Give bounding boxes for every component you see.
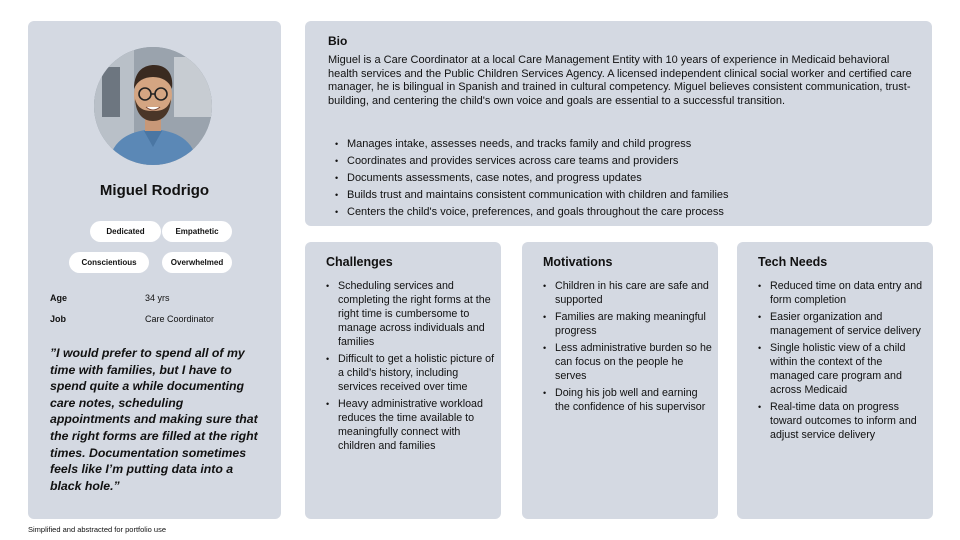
list-item: • Difficult to get a holistic picture of a child’s history, including services received over time — [326, 352, 496, 394]
trait-badge-dedicated: Dedicated — [90, 221, 161, 242]
list-item: • Documents assessments, case notes, and progress updates — [335, 170, 925, 187]
avatar — [94, 47, 212, 165]
list-item: • Coordinates and provides services across care teams and providers — [335, 153, 925, 170]
challenges-card — [305, 242, 501, 519]
bio-list — [335, 136, 925, 221]
age-label: Age — [50, 293, 68, 303]
tech-needs-card — [737, 242, 933, 519]
tech-needs-title: Tech Needs — [758, 255, 828, 269]
list-item: • Centers the child's voice, preferences, and goals throughout the care process — [335, 204, 925, 221]
job-value: Care Coordinator — [145, 314, 215, 324]
challenges-list — [326, 279, 496, 456]
persona-name: Miguel Rodrigo — [99, 182, 210, 199]
list-item: • Builds trust and maintains consistent communication with children and families — [335, 187, 925, 204]
age-value: 34 yrs — [145, 293, 170, 303]
job-label: Job — [50, 314, 67, 324]
list-item: • Scheduling services and completing the right forms at the right time is cumbersome to manage across individuals and families — [326, 279, 496, 349]
list-item: • Doing his job well and earning the confidence of his supervisor — [543, 386, 713, 414]
avatar-image — [94, 47, 212, 165]
bio-title: Bio — [328, 34, 348, 48]
motivations-list — [543, 279, 713, 417]
footnote: Simplified and abstracted for portfolio use — [28, 525, 166, 534]
trait-badge-empathetic: Empathetic — [162, 221, 232, 242]
challenges-title: Challenges — [326, 255, 393, 269]
list-item: • Reduced time on data entry and form completion — [758, 279, 928, 307]
list-item: • Single holistic view of a child within the context of the managed care program and across Medicaid — [758, 341, 928, 397]
list-item: • Real-time data on progress toward outcomes to inform and adjust service delivery — [758, 400, 928, 442]
list-item: • Less administrative burden so he can focus on the people he serves — [543, 341, 713, 383]
motivations-card — [522, 242, 718, 519]
profile-card — [28, 21, 281, 519]
list-item: • Heavy administrative workload reduces the time available to meaningfully connect with children and families — [326, 397, 496, 453]
list-item: • Easier organization and management of service delivery — [758, 310, 928, 338]
persona-quote: ”I would prefer to spend all of my time with families, but I have to spend quite a while documenting care notes, scheduling appointments and making sure that the right forms are filled at the right times. Documentation sometimes feels like I’m putting data into a black hole.” — [50, 346, 258, 493]
trait-badge-overwhelmed: Overwhelmed — [162, 252, 232, 273]
bio-card — [305, 21, 932, 226]
trait-badge-conscientious: Conscientious — [69, 252, 149, 273]
list-item: • Manages intake, assesses needs, and tracks family and child progress — [335, 136, 925, 153]
list-item: • Children in his care are safe and supported — [543, 279, 713, 307]
motivations-title: Motivations — [543, 255, 613, 269]
list-item: • Families are making meaningful progress — [543, 310, 713, 338]
tech-needs-list — [758, 279, 928, 445]
bio-text: Miguel is a Care Coordinator at a local Care Management Entity with 10 years of experience in Medicaid behavioral health services and the Public Children Services Agency. A licensed independent clinical social worker and certified care manager, he is bilingual in Spanish and trained in cultural competency. Miguel believes consistent communication, trust-building, and centering the child's own voice and goals are essential to a successful transition. — [328, 54, 912, 107]
